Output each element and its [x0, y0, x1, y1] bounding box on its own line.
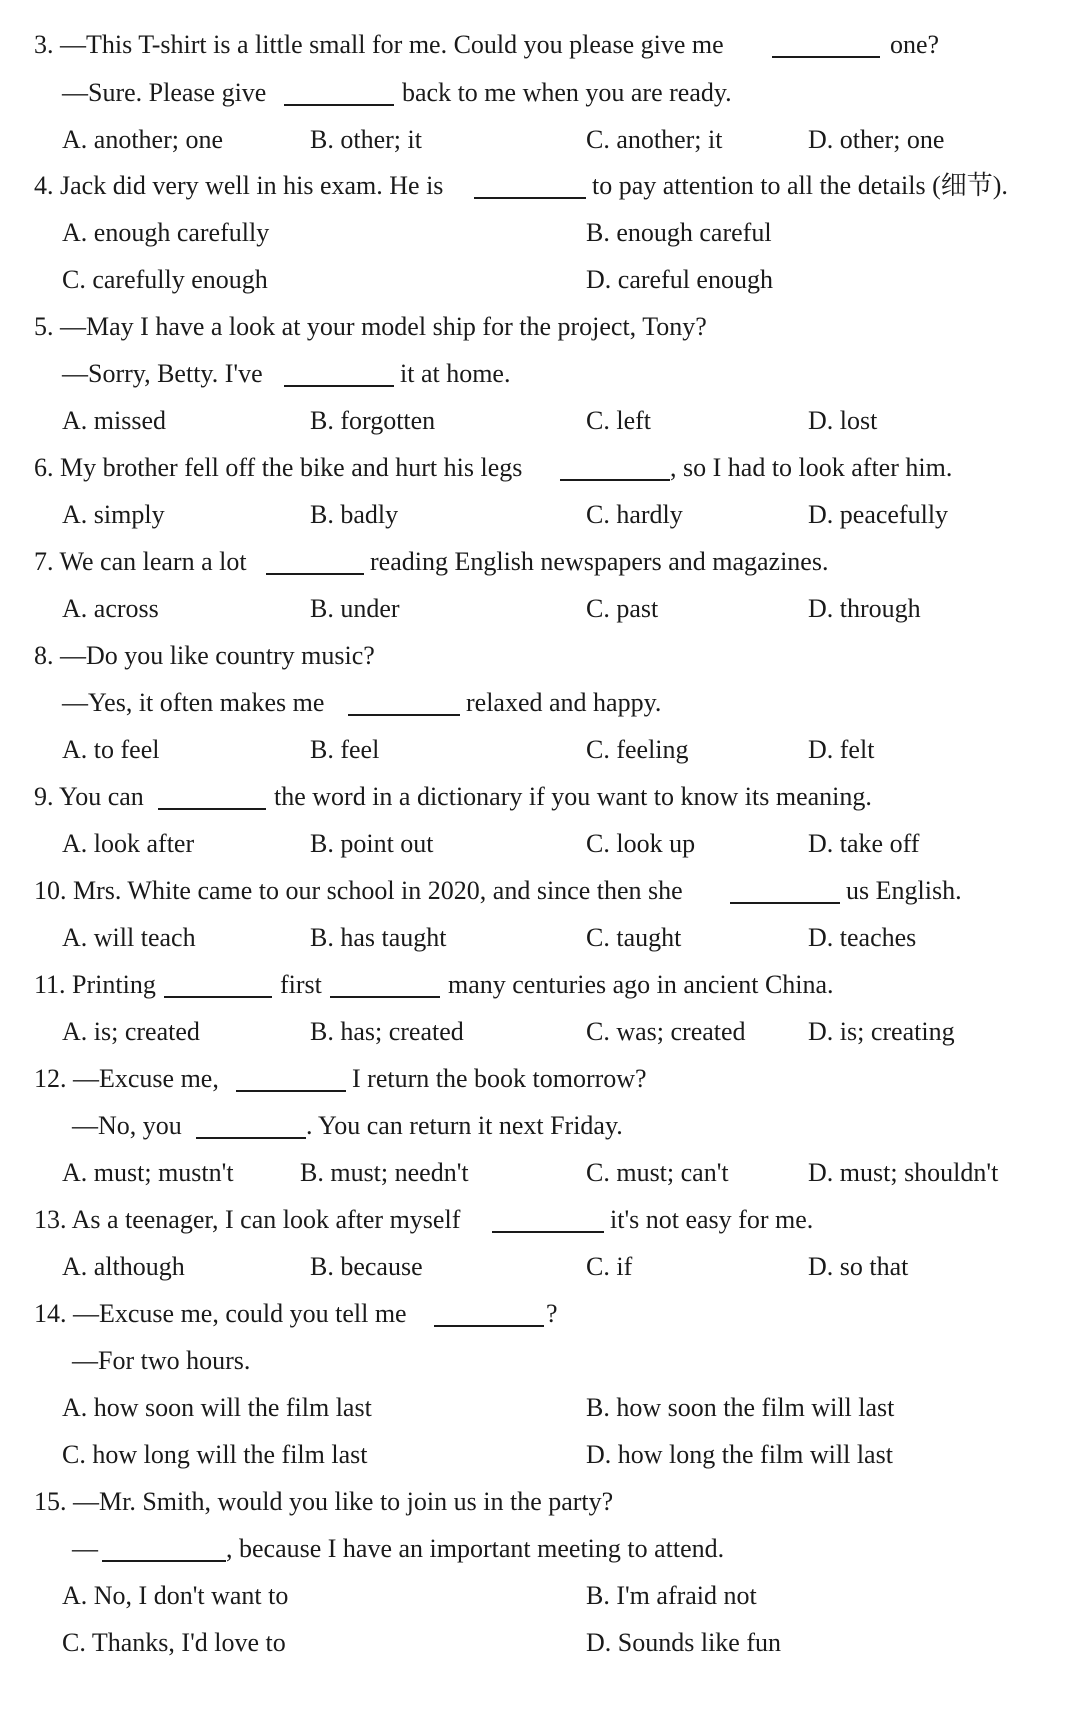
option-d: D. must; shouldn't	[808, 1158, 999, 1187]
option-d: D. so that	[808, 1252, 909, 1281]
q6-stem-line-1	[0, 445, 1080, 491]
q10-options	[0, 915, 1080, 961]
q13-stem-line-1	[0, 1197, 1080, 1243]
option-c: C. must; can't	[586, 1158, 729, 1187]
q3-options	[0, 117, 1080, 163]
q12-options	[0, 1150, 1080, 1196]
question-text: first	[280, 970, 322, 999]
question-text: it at home.	[400, 359, 511, 388]
question-text: 8. —Do you like country music?	[34, 641, 375, 670]
q14-options-row-2	[0, 1432, 1080, 1478]
question-text: ?	[546, 1299, 558, 1328]
question-text: , because I have an important meeting to attend.	[226, 1534, 725, 1563]
option-c: C. left	[586, 406, 651, 435]
option-c: C. if	[586, 1252, 633, 1281]
q8-stem-line-1	[0, 633, 1080, 679]
question-text: 5. —May I have a look at your model ship for the project, Tony?	[34, 312, 707, 341]
answer-blank	[266, 573, 364, 575]
answer-blank	[474, 197, 586, 199]
q14-stem-line-1	[0, 1291, 1080, 1337]
option-a: A. simply	[62, 500, 165, 529]
option-b: B. forgotten	[310, 406, 436, 435]
q5-stem-line-2	[0, 351, 1080, 397]
q14-stem-line-2	[0, 1338, 1080, 1384]
question-text: —Sure. Please give	[62, 78, 267, 107]
option-d: D. other; one	[808, 125, 945, 154]
q15-options-row-1	[0, 1573, 1080, 1619]
q14-options-row-1	[0, 1385, 1080, 1431]
question-text: relaxed and happy.	[466, 688, 662, 717]
option-a: A. will teach	[62, 923, 196, 952]
q11-stem-line-1	[0, 962, 1080, 1008]
option-a: A. look after	[62, 829, 195, 858]
question-text: to pay attention to all the details (细节).	[592, 171, 1008, 200]
q12-stem-line-1	[0, 1056, 1080, 1102]
question-text: us English.	[846, 876, 962, 905]
option-c: C. carefully enough	[62, 265, 268, 294]
answer-blank	[284, 104, 394, 106]
option-c: C. taught	[586, 923, 682, 952]
question-text: —No, you	[72, 1111, 182, 1140]
q11-options	[0, 1009, 1080, 1055]
option-b: B. under	[310, 594, 400, 623]
option-a: A. No, I don't want to	[62, 1581, 289, 1610]
option-d: D. through	[808, 594, 921, 623]
option-c: C. Thanks, I'd love to	[62, 1628, 286, 1657]
q3-stem-line-2	[0, 70, 1080, 116]
q10-stem-line-1	[0, 868, 1080, 914]
q12-stem-line-2	[0, 1103, 1080, 1149]
question-text: 12. —Excuse me,	[34, 1064, 219, 1093]
q5-options	[0, 398, 1080, 444]
question-text: 7. We can learn a lot	[34, 547, 247, 576]
question-text: the word in a dictionary if you want to know its meaning.	[274, 782, 872, 811]
option-b: B. how soon the film will last	[586, 1393, 895, 1422]
option-a: A. missed	[62, 406, 166, 435]
option-a: A. across	[62, 594, 159, 623]
q15-stem-line-2	[0, 1526, 1080, 1572]
question-text: many centuries ago in ancient China.	[448, 970, 834, 999]
option-b: B. because	[310, 1252, 423, 1281]
option-c: C. was; created	[586, 1017, 746, 1046]
answer-blank	[560, 479, 670, 481]
q8-options	[0, 727, 1080, 773]
question-text: one?	[890, 30, 940, 59]
option-a: A. although	[62, 1252, 185, 1281]
answer-blank	[164, 996, 272, 998]
q9-options	[0, 821, 1080, 867]
option-d: D. how long the film will last	[586, 1440, 893, 1469]
answer-blank	[236, 1090, 346, 1092]
option-b: B. point out	[310, 829, 434, 858]
question-text: 6. My brother fell off the bike and hurt his legs	[34, 453, 523, 482]
option-c: C. hardly	[586, 500, 683, 529]
option-a: A. how soon will the film last	[62, 1393, 372, 1422]
option-c: C. look up	[586, 829, 696, 858]
question-text: 13. As a teenager, I can look after myself	[34, 1205, 461, 1234]
question-text: —For two hours.	[72, 1346, 251, 1375]
question-text: 15. —Mr. Smith, would you like to join us in the party?	[34, 1487, 614, 1516]
q9-stem-line-1	[0, 774, 1080, 820]
option-a: A. to feel	[62, 735, 160, 764]
question-text: —	[72, 1534, 98, 1563]
option-d: D. peacefully	[808, 500, 949, 529]
q7-stem-line-1	[0, 539, 1080, 585]
answer-blank	[196, 1137, 306, 1139]
q4-stem-line-1	[0, 163, 1080, 209]
question-text: reading English newspapers and magazines.	[370, 547, 829, 576]
answer-blank	[772, 56, 880, 58]
question-text: . You can return it next Friday.	[306, 1111, 623, 1140]
option-a: A. enough carefully	[62, 218, 270, 247]
option-d: D. teaches	[808, 923, 917, 952]
option-d: D. take off	[808, 829, 920, 858]
option-a: A. must; mustn't	[62, 1158, 234, 1187]
option-b: B. must; needn't	[300, 1158, 469, 1187]
option-d: D. Sounds like fun	[586, 1628, 781, 1657]
q13-options	[0, 1244, 1080, 1290]
question-text: 4. Jack did very well in his exam. He is	[34, 171, 444, 200]
question-text: 11. Printing	[34, 970, 156, 999]
answer-blank	[102, 1560, 226, 1562]
option-b: B. badly	[310, 500, 399, 529]
option-b: B. has taught	[310, 923, 447, 952]
answer-blank	[158, 808, 266, 810]
q3-stem-line-1	[0, 22, 1080, 68]
q6-options	[0, 492, 1080, 538]
q8-stem-line-2	[0, 680, 1080, 726]
question-text: it's not easy for me.	[610, 1205, 814, 1234]
answer-blank	[434, 1325, 544, 1327]
option-a: A. is; created	[62, 1017, 200, 1046]
question-text: 10. Mrs. White came to our school in 2020, and since then she	[34, 876, 683, 905]
option-c: C. past	[586, 594, 659, 623]
question-text: 3. —This T-shirt is a little small for me. Could you please give me	[34, 30, 724, 59]
question-text: —Yes, it often makes me	[62, 688, 325, 717]
option-a: A. another; one	[62, 125, 224, 154]
q7-options	[0, 586, 1080, 632]
question-text: I return the book tomorrow?	[352, 1064, 647, 1093]
option-b: B. has; created	[310, 1017, 464, 1046]
q15-options-row-2	[0, 1620, 1080, 1666]
answer-blank	[348, 714, 460, 716]
option-d: D. lost	[808, 406, 878, 435]
answer-blank	[730, 902, 840, 904]
option-b: B. other; it	[310, 125, 422, 154]
answer-blank	[330, 996, 440, 998]
q4-options-row-2	[0, 257, 1080, 303]
q4-options-row-1	[0, 210, 1080, 256]
answer-blank	[492, 1231, 604, 1233]
question-text: —Sorry, Betty. I've	[62, 359, 263, 388]
option-d: D. careful enough	[586, 265, 773, 294]
option-d: D. felt	[808, 735, 875, 764]
option-d: D. is; creating	[808, 1017, 955, 1046]
option-b: B. enough careful	[586, 218, 772, 247]
question-text: 9. You can	[34, 782, 144, 811]
q5-stem-line-1	[0, 304, 1080, 350]
option-b: B. I'm afraid not	[586, 1581, 757, 1610]
option-c: C. feeling	[586, 735, 689, 764]
question-text: 14. —Excuse me, could you tell me	[34, 1299, 407, 1328]
question-text: , so I had to look after him.	[670, 453, 953, 482]
option-c: C. how long will the film last	[62, 1440, 368, 1469]
answer-blank	[284, 385, 394, 387]
option-c: C. another; it	[586, 125, 723, 154]
option-b: B. feel	[310, 735, 380, 764]
q15-stem-line-1	[0, 1479, 1080, 1525]
question-text: back to me when you are ready.	[402, 78, 732, 107]
